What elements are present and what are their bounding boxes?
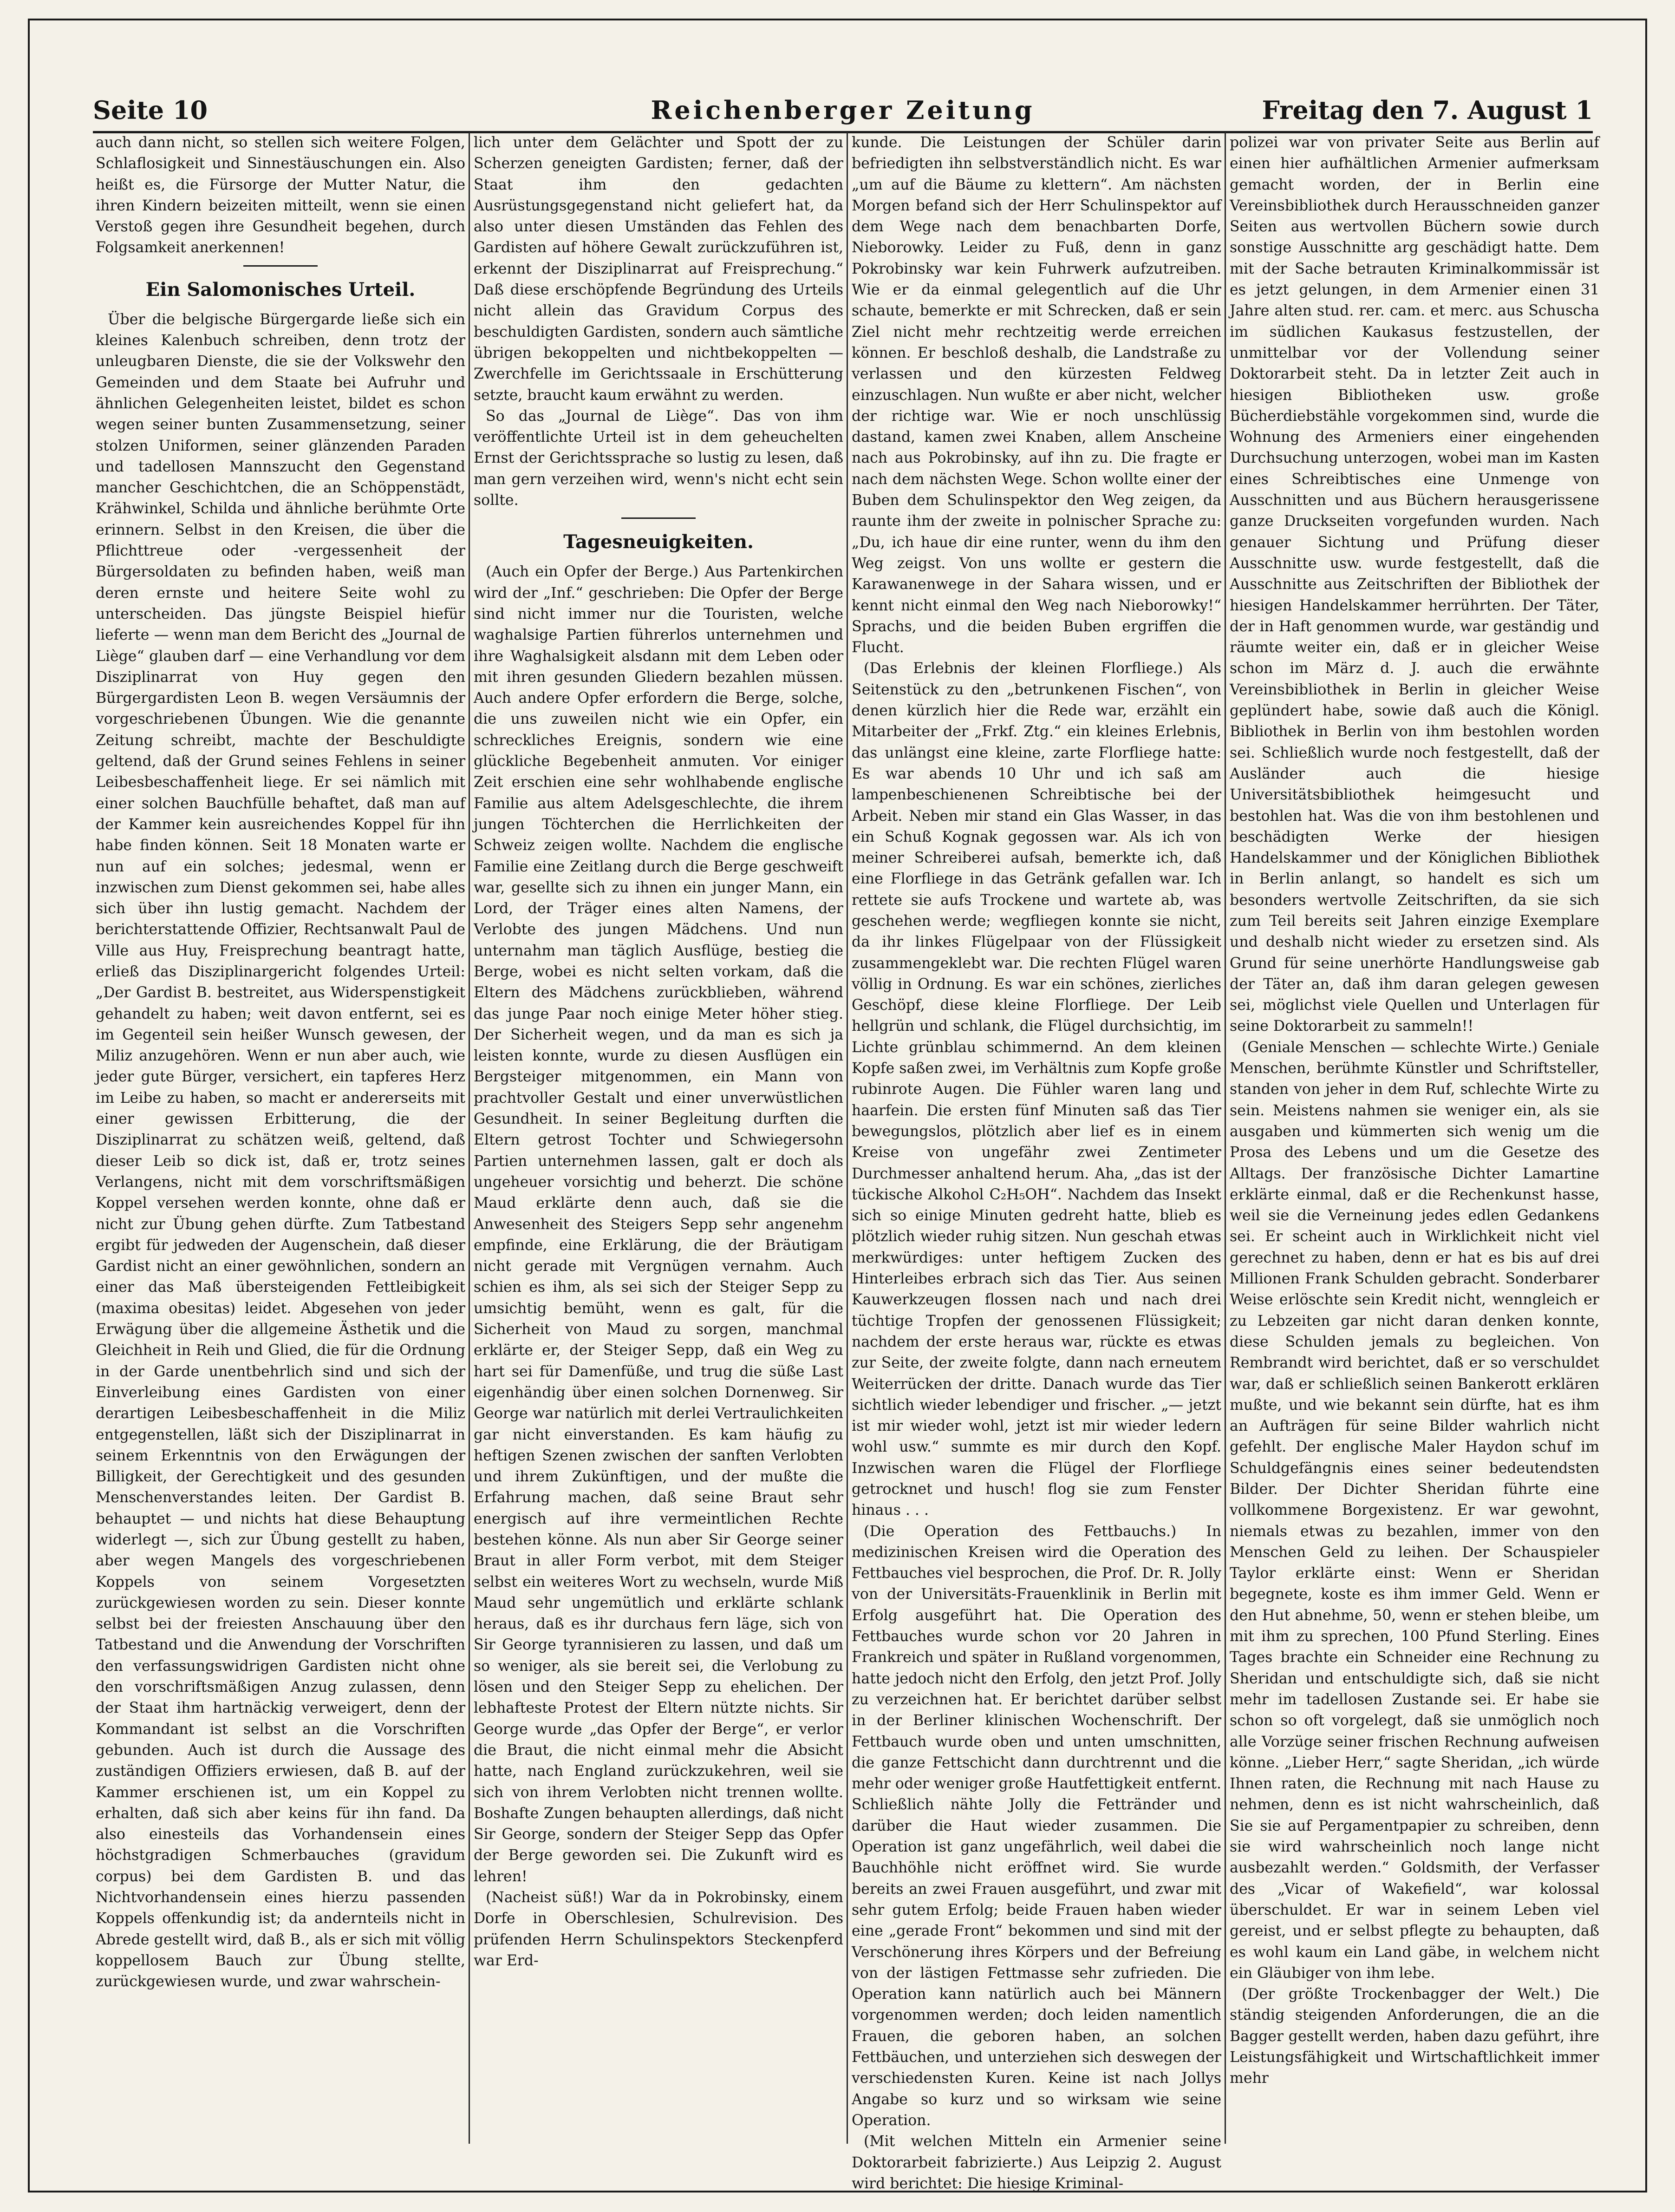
issue-date: Freitag den 7. August 1 — [1262, 95, 1593, 125]
article-paragraph: (Das Erlebnis der kleinen Florfliege.) Als Seitenstück zu den „betrunkenen Fischen“, von denen kürzlich hier die Rede war, erzählt ein Mitarbeiter der „Frkf. Ztg.“ ein kleines Erlebnis, das unlängst eine kleine, zarte Florfliege hatte: Es war abends 10 Uhr und ich saß am lampenbeschienenen Schreibtische bei der Arbeit. Neben mir stand ein Glas Wasser, in das ein Schuß Kognak gegossen war. Als ich von meiner Schreiberei aufsah, bemerkte ich, daß eine Florfliege in das Getränk gefallen war. Ich rettete sie aufs Trockene und wartete ab, was geschehen werde; wegfliegen konnte sie nicht, da ihr linkes Flügelpaar von der Flüssigkeit zusammengeklebt war. Die rechten Flügel waren völlig in Ordnung. Es war ein schönes, zierliches Geschöpf, diese kleine Florfliege. Der Leib hellgrün und schlank, die Flügel durchsichtig, im Lichte grünblau schimmernd. An dem kleinen Kopfe saßen zwei, im Verhältnis zum Kopfe große rubinrote Augen. Die Fühler waren lang und haarfein. Die ersten fünf Minuten saß das Tier bewegungslos, plötzlich aber lief es in einem Kreise von ungefähr zwei Zentimeter Durchmesser anhaltend herum. Aha, „das ist der tückische Alkohol C₂H₅OH“. Nachdem das Insekt sich so einige Minuten gedreht hatte, blieb es plötzlich wieder ruhig sitzen. Nun geschah etwas merkwürdiges: unter heftigem Zucken des Hinterleibes erbrach sich das Tier. Aus seinen Kauwerkzeugen flossen nach und nach drei tüchtige Tropfen der genossenen Flüssigkeit; nachdem der erste heraus war, rückte es etwas zur Seite, der zweite folgte, dann nach erneutem Weiterrücken der dritte. Danach wurde das Tier sichtlich wieder lebendiger und frischer. „— jetzt ist mir wieder wohl, jetzt ist mir wieder ledern wohl usw.“ summte es mir durch den Kopf. Inzwischen waren die Flügel der Florfliege getrocknet und husch! flog sie zum Fenster hinaus . . . — [852, 660, 1221, 1519]
article-paragraph: (Die Operation des Fettbauchs.) In medizinischen Kreisen wird die Operation des Fettbauches viel besprochen, die Prof. Dr. R. Jolly von der Universitäts-Frauenklinik in Berlin mit Erfolg ausgeführt hat. Die Operation des Fettbauches wurde schon vor 20 Jahren in Frankreich und später in Rußland vorgenommen, hatte jedoch nicht den Erfolg, den jetzt Prof. Jolly zu verzeichnen hat. Er berichtet darüber selbst in der Berliner klinischen Wochenschrift. Der Fettbauch wurde oben und unten umschnitten, die ganze Fettschicht dann durchtrennt und die mehr oder weniger große Hautfettigkeit entfernt. Schließlich nähte Jolly die Fettränder und darüber die Haut wieder zusammen. Die Operation ist ganz ungefährlich, weil dabei die Bauchhöhle nicht eröffnet wird. Sie wurde bereits an zwei Frauen ausgeführt, und zwar mit sehr gutem Erfolg; beide Frauen haben wieder eine „gerade Front“ bekommen und sind mit der Verschönerung ihres Körpers und der Befreiung von der lästigen Fettmasse sehr zufrieden. Die Operation kann natürlich auch bei Männern vorgenommen werden; doch leiden namentlich Frauen, die geboren haben, an solchen Fettbäuchen, und unterziehen sich deswegen der verschiedensten Kuren. Keine ist nach Jollys Angabe so kurz und so wirksam wie seine Operation. — [852, 1523, 1221, 2129]
article-paragraph: So das „Journal de Liège“. Das von ihm veröffentlichte Urteil ist in dem geheuchelten Ernst der Gerichtssprache so lustig zu lesen, daß man gern verzeihen wird, wenn's nicht echt sein sollte. — [474, 407, 843, 509]
column-1 — [93, 132, 468, 2144]
article-paragraph: (Mit welchen Mitteln ein Armenier seine Doktorarbeit fabrizierte.) Aus Leipzig 2. August wird berichtet: Die hiesige Kriminal- — [852, 2133, 1221, 2192]
article-paragraph: (Auch ein Opfer der Berge.) Aus Partenkirchen wird der „Inf.“ geschrieben: Die Opfer der Berge sind nicht immer nur die Touristen, welche waghalsige Partien führerlos unternehmen und ihre Waghalsigkeit alsdann mit dem Leben oder mit ihren gesunden Gliedern bezahlen müssen. Auch andere Opfer erfordern die Berge, solche, die uns zuweilen nicht wie ein Opfer, ein schreckliches Ereignis, sondern wie eine glückliche Begebenheit anmuten. Vor einiger Zeit erschien eine sehr wohlhabende englische Familie aus altem Adelsgeschlechte, die ihrem jungen Töchterchen die Herrlichkeiten der Schweiz zeigen wollte. Nachdem die englische Familie eine Zeitlang durch die Berge geschweift war, gesellte sich zu ihnen ein junger Mann, ein Lord, der Träger eines alten Namens, der Verlobte des jungen Mädchens. Und nun unternahm man täglich Ausflüge, bestieg die Berge, wobei es nicht selten vorkam, daß die Eltern des Mädchens zurückblieben, während das junge Paar noch einige Meter höher stieg. Der Sicherheit wegen, und da man es sich ja leisten konnte, wurde zu diesen Ausflügen ein Bergsteiger mitgenommen, ein Mann von prachtvoller Gestalt und einer unverwüstlichen Gesundheit. In seiner Begleitung durften die Eltern getrost Tochter und Schwiegersohn Partien unternehmen lassen, galt er doch als ungeheuer vorsichtig und beherzt. Die schöne Maud erklärte denn auch, daß sie die Anwesenheit des Steigers Sepp sehr angenehm empfinde, eine Erklärung, die der Bräutigam nicht gerade mit Vergnügen vernahm. Auch schien es ihm, als sei sich der Steiger Sepp zu umsichtig bemüht, wenn es galt, für die Sicherheit von Maud zu sorgen, manchmal erklärte er, der Steiger Sepp, daß ein Weg zu hart sei für Damenfüße, und trug die süße Last eigenhändig über einen solchen Dornenweg. Sir George war natürlich mit derlei Vertraulichkeiten gar nicht einverstanden. Es kam häufig zu heftigen Szenen zwischen der sanften Verlobten und ihrem Zukünftigen, und der mußte die Erfahrung machen, daß seine Braut sehr energisch auf ihre vermeintlichen Rechte bestehen könne. Als nun aber Sir George seiner Braut in aller Form verbot, mit dem Steiger selbst ein weiteres Wort zu wechseln, wurde Miß Maud sehr ungemütlich und erklärte schlank heraus, daß es ihr durchaus fern läge, sich von Sir George tyrannisieren zu lassen, und daß um so weniger, als sie bereit sei, die Verlobung zu lösen und den Steiger Sepp zu ehelichen. Der lebhafteste Protest der Eltern nützte nichts. Sir George wurde „das Opfer der Berge“, er verlor die Braut, die nicht einmal mehr die Absicht hatte, nach England zurückzukehren, weil sie sich von ihrem Verlobten nicht trennen wollte. Boshafte Zungen behaupten allerdings, daß nicht Sir George, sondern der Steiger Sepp das Opfer der Berge geworden sei. Die Zukunft wird es lehren! — [474, 563, 843, 1885]
newspaper-title: Reichenberger Zeitung — [651, 95, 1035, 125]
section-divider — [621, 517, 696, 519]
column-3 — [849, 132, 1224, 2192]
article-paragraph: Über die belgische Bürgergarde ließe sich ein kleines Kalenbuch schreiben, denn trotz der unleugbaren Dienste, die sie der Volkswehr den Gemeinden und dem Staate bei Aufruhr und ähnlichen Gelegenheiten leistet, bildet es schon wegen seiner bunten Zusammensetzung, seiner stolzen Uniformen, seiner glänzenden Paraden und tadellosen Mannszucht den Gegenstand mancher Geschichtchen, die an Schöppenstädt, Krähwinkel, Schilda und ähnliche berühmte Orte erinnern. Selbst in den Kreisen, die über die Pflichttreue oder -vergessenheit der Bürgersoldaten zu befinden haben, weiß man deren ernste und heitere Seite wohl zu unterscheiden. Das jüngste Beispiel hiefür lieferte — wenn man dem Bericht des „Journal de Liège“ glauben darf — eine Verhandlung vor dem Disziplinarrat von Huy gegen den Bürgergardisten Leon B. wegen Versäumnis der vorgeschriebenen Übungen. Wie die genannte Zeitung schreibt, machte der Beschuldigte geltend, daß der Grund seines Fehlens in seiner Leibesbeschaffenheit liege. Er sei nämlich mit einer solchen Bauchfülle behaftet, daß man auf der Kammer kein ausreichendes Koppel für ihn habe finden können. Seit 18 Monaten warte er nun auf ein solches; jedesmal, wenn er inzwischen zum Dienst gekommen sei, habe alles sich über ihn lustig gemacht. Nachdem der berichterstattende Offizier, Rechtsanwalt Paul de Ville aus Huy, Freisprechung beantragt hatte, erließ das Disziplinargericht folgendes Urteil: „Der Gardist B. bestreitet, aus Widerspenstigkeit gehandelt zu haben; weit davon entfernt, sei es im Gegenteil sein heißer Wunsch gewesen, der Miliz anzugehören. Wenn er nun aber auch, wie jeder gute Bürger, versichert, ein tapferes Herz im Leibe zu haben, so macht er andererseits mit einer gewissen Erbitterung, die der Disziplinarrat zu schätzen weiß, geltend, daß dieser Leib so dick ist, daß er, trotz seines Verlangens, nicht mit dem vorschriftsmäßigen Koppel versehen werden konnte, ohne daß er nicht zur Übung gehen dürfte. Zum Tatbestand ergibt für jedweden der Augenschein, daß dieser Gardist nicht an einer gewöhnlichen, sondern an einer das Maß übersteigenden Fettleibigkeit (maxima obesitas) leidet. Abgesehen von jeder Erwägung über die allgemeine Ästhetik und die Gleichheit in Reih und Glied, die für die Ordnung in der Garde unentbehrlich sind und sich der Einverleibung eines Gardisten von einer derartigen Leibesbeschaffenheit in die Miliz entgegenstellen, läßt sich der Disziplinarrat in seinem Erkenntnis von den Erwägungen der Billigkeit, der Gerechtigkeit und des gesunden Menschenverstandes leiten. Der Gardist B. behauptet — und nichts hat diese Behauptung widerlegt —, sich zur Übung gestellt zu haben, aber wegen Mangels des vorgeschriebenen Koppels von seinem Vorgesetzten zurückgewiesen worden zu sein. Dieser konnte selbst bei der freiesten Anschauung über den Tatbestand und die Anwendung der Vorschriften den verfassungswidrigen Gardisten nicht ohne den vorschriftsmäßigen Anzug zulassen, denn der Staat ihm hartnäckig verweigert, denn der Kommandant ist selbst an die Vorschriften gebunden. Auch ist durch die Aussage des zuständigen Offiziers erwiesen, daß B. auf der Kammer erschienen ist, um ein Koppel zu erhalten, daß sich aber keins für ihn fand. Da also einesteils das Vorhandensein eines höchstgradigen Schmerbauches (gravidum corpus) bei dem Gardisten B. und das Nichtvorhandensein eines hierzu passenden Koppels offenkundig ist; da andernteils nicht in Abrede gestellt wird, daß B., als er sich mit völlig koppellosem Bauch zur Übung stellte, zurückgewiesen wurde, und zwar wahrschein- — [96, 311, 465, 1990]
page-number: Seite 10 — [93, 95, 208, 125]
article-heading: Ein Salomonisches Urteil. — [145, 278, 416, 301]
article-paragraph: auch dann nicht, so stellen sich weitere Folgen, Schlaflosigkeit und Sinnestäuschungen ein. Also heißt es, die Fürsorge der Mutter Natur, die ihren Kindern beizeiten mitteilt, wenn sie einen Verstoß gegen ihre Gesundheit begehen, durch Folgsamkeit anerkennen! — [96, 134, 465, 256]
column-2 — [471, 132, 846, 2144]
article-paragraph: polizei war von privater Seite aus Berlin auf einen hier aufhältlichen Armenier aufmerksam gemacht worden, der in Berlin eine Vereinsbibliothek durch Herausschneiden ganzer Seiten aus wertvollen Büchern sowie durch sonstige Ausschnitte arg geschädigt hatte. Dem mit der Sache betrauten Kriminalkommissär ist es jetzt gelungen, in dem Armenier einen 31 Jahre alten stud. rer. cam. et merc. aus Schuscha im südlichen Kaukasus festzustellen, der unmittelbar vor der Vollendung seiner Doktorarbeit steht. Da in letzter Zeit auch in hiesigen Bibliotheken usw. große Bücherdiebstähle vorgekommen sind, wurde die Wohnung des Armeniers einer eingehenden Durchsuchung unterzogen, wobei man im Kasten eines Schreibtisches eine Unmenge von Ausschnitten und aus Büchern herausgerissene ganze Druckseiten vorgefunden wurden. Nach genauer Sichtung und Prüfung dieser Ausschnitte usw. wurde festgestellt, daß die Ausschnitte aus Zeitschriften der Bibliothek der hiesigen Handelskammer herrührten. Der Täter, der in Haft genommen wurde, war geständig und räumte weiter ein, daß er in gleicher Weise schon im März d. J. auch die erwähnte Vereinsbibliothek in Berlin in gleicher Weise geplündert habe, sowie daß auch die Königl. Bibliothek in Berlin von ihm bestohlen worden sei. Schließlich wurde noch festgestellt, daß der Ausländer auch die hiesige Universitätsbibliothek heimgesucht und bestohlen hat. Was die von ihm bestohlenen und beschädigten Werke der hiesigen Handelskammer und der Königlichen Bibliothek in Berlin anlangt, so handelt es sich um besonders wertvolle Zeitschriften, da sie sich zum Teil bereits seit Jahren einzige Exemplare und deshalb nicht wieder zu ersetzen sind. Als Grund für seine unerhörte Handlungsweise gab der Täter an, daß ihm daran gelegen gewesen sei, möglichst viele Quellen und Unterlagen für seine Doktorarbeit zu sammeln!! — [1230, 134, 1599, 1035]
article-paragraph: (Nacheist süß!) War da in Pokrobinsky, einem Dorfe in Oberschlesien, Schulrevision. Des prüfenden Herrn Schulinspektors Steckenpferd war Erd- — [474, 1889, 843, 1969]
section-divider — [243, 265, 318, 267]
article-paragraph: kunde. Die Leistungen der Schüler darin befriedigten ihn selbstverständlich nicht. Es war „um auf die Bäume zu klettern“. Am nächsten Morgen befand sich der Herr Schulinspektor auf dem Wege nach dem benachbarten Dorfe, Nieborowky. Leider zu Fuß, denn in ganz Pokrobinsky war kein Fuhrwerk aufzutreiben. Wie er da einmal gelegentlich auf die Uhr schaute, bemerkte er mit Schrecken, daß er sein Ziel nicht mehr rechtzeitig werde erreichen können. Er beschloß deshalb, die Landstraße zu verlassen und den kürzesten Feldweg einzuschlagen. Nun wußte er aber nicht, welcher der richtige war. Wie er noch unschlüssig dastand, kamen zwei Knaben, allem Anscheine nach aus Pokrobinsky, auf ihn zu. Die fragte er nach dem nächsten Wege. Schon wollte einer der Buben dem Schulinspektor den Weg zeigen, da raunte ihm der zweite in polnischer Sprache zu: „Du, ich haue dir eine runter, wenn du ihm den Weg zeigst. Von uns wollte er gestern die Karawanenwege in der Sahara wissen, und er kennt nicht einmal den Weg nach Nieborowky!“ Sprachs, und die beiden Buben ergriffen die Flucht. — [852, 134, 1221, 656]
article-heading: Tagesneuigkeiten. — [563, 531, 754, 553]
column-4 — [1227, 132, 1602, 2144]
article-paragraph: (Geniale Menschen — schlechte Wirte.) Geniale Menschen, berühmte Künstler und Schriftsteller, standen von jeher in dem Ruf, schlechte Wirte zu sein. Meistens nahmen sie weniger ein, als sie ausgaben und kümmerten sich wenig um die Prosa des Lebens und um die Gesetze des Alltags. Der französische Dichter Lamartine erklärte einmal, daß er die Rechenkunst hasse, weil sie die Verneinung jedes edlen Gedankens sei. Er scheint auch in Wirklichkeit nicht viel gerechnet zu haben, denn er hat es bis auf drei Millionen Frank Schulden gebracht. Sonderbarer Weise erlöschte sein Kredit nicht, wenngleich er zu Lebzeiten gar nicht daran denken konnte, diese Schulden jemals zu begleichen. Von Rembrandt wird berichtet, daß er so verschuldet war, daß er schließlich seinen Bankerott erklären mußte, und wie bekannt sein dürfte, hat es ihm an Aufträgen für seine Bilder wahrlich nicht gefehlt. Der englische Maler Haydon schuf im Schuldgefängnis eines seiner bedeutendsten Bilder. Der Dichter Sheridan führte eine vollkommene Borgexistenz. Er war gewohnt, niemals etwas zu bezahlen, immer von den Menschen Geld zu leihen. Der Schauspieler Taylor erklärte einst: Wenn er Sheridan begegnete, koste es ihm immer Geld. Wenn er den Hut abnehme, 50, wenn er stehen bleibe, um mit ihm zu sprechen, 100 Pfund Sterling. Eines Tages brachte ein Schneider eine Rechnung zu Sheridan und entschuldigte sich, daß sie nicht mehr im tadellosen Zustande sei. Er habe sie schon so oft vorgelegt, daß sie unmöglich noch alle Vorzüge seiner frischen Rechnung aufweisen könne. „Lieber Herr,“ sagte Sheridan, „ich würde Ihnen raten, die Rechnung mit nach Hause zu nehmen, denn es ist nicht wahrscheinlich, daß Sie sie auf Pergamentpapier zu schreiben, denn sie wird wahrscheinlich noch lange nicht ausbezahlt werden.“ Goldsmith, der Verfasser des „Vicar of Wakefield“, war kolossal überschuldet. Er war in seinem Leben viel gereist, und er selbst pflegte zu behaupten, daß es wohl kaum ein Land gäbe, in welchem nicht ein Gläubiger von ihm lebe. — [1230, 1039, 1599, 1982]
column-separator — [1225, 132, 1226, 2144]
column-separator — [469, 132, 470, 2144]
article-paragraph: (Der größte Trockenbagger der Welt.) Die ständig steigenden Anforderungen, die an die Bagger gestellt werden, haben dazu geführt, ihre Leistungsfähigkeit und Wirtschaftlichkeit immer mehr — [1230, 1986, 1599, 2087]
column-separator — [847, 132, 848, 2144]
page-header — [93, 95, 1593, 128]
article-paragraph: lich unter dem Gelächter und Spott der zu Scherzen geneigten Gardisten; ferner, daß der Staat ihm den gedachten Ausrüstungsgegenstand nicht geliefert hat, da also unter diesen Umständen das Fehlen des Gardisten auf höhere Gewalt zurückzuführen ist, erkennt der Disziplinarrat auf Freisprechung.“ Daß diese erschöpfende Begründung des Urteils nicht allein das Gravidum Corpus des beschuldigten Gardisten, sondern auch sämtliche übrigen bekoppelten und nichtbekoppelten — Zwerchfelle im Gerichtssaale in Erschütterung setzte, braucht kaum erwähnt zu werden. — [474, 134, 843, 404]
